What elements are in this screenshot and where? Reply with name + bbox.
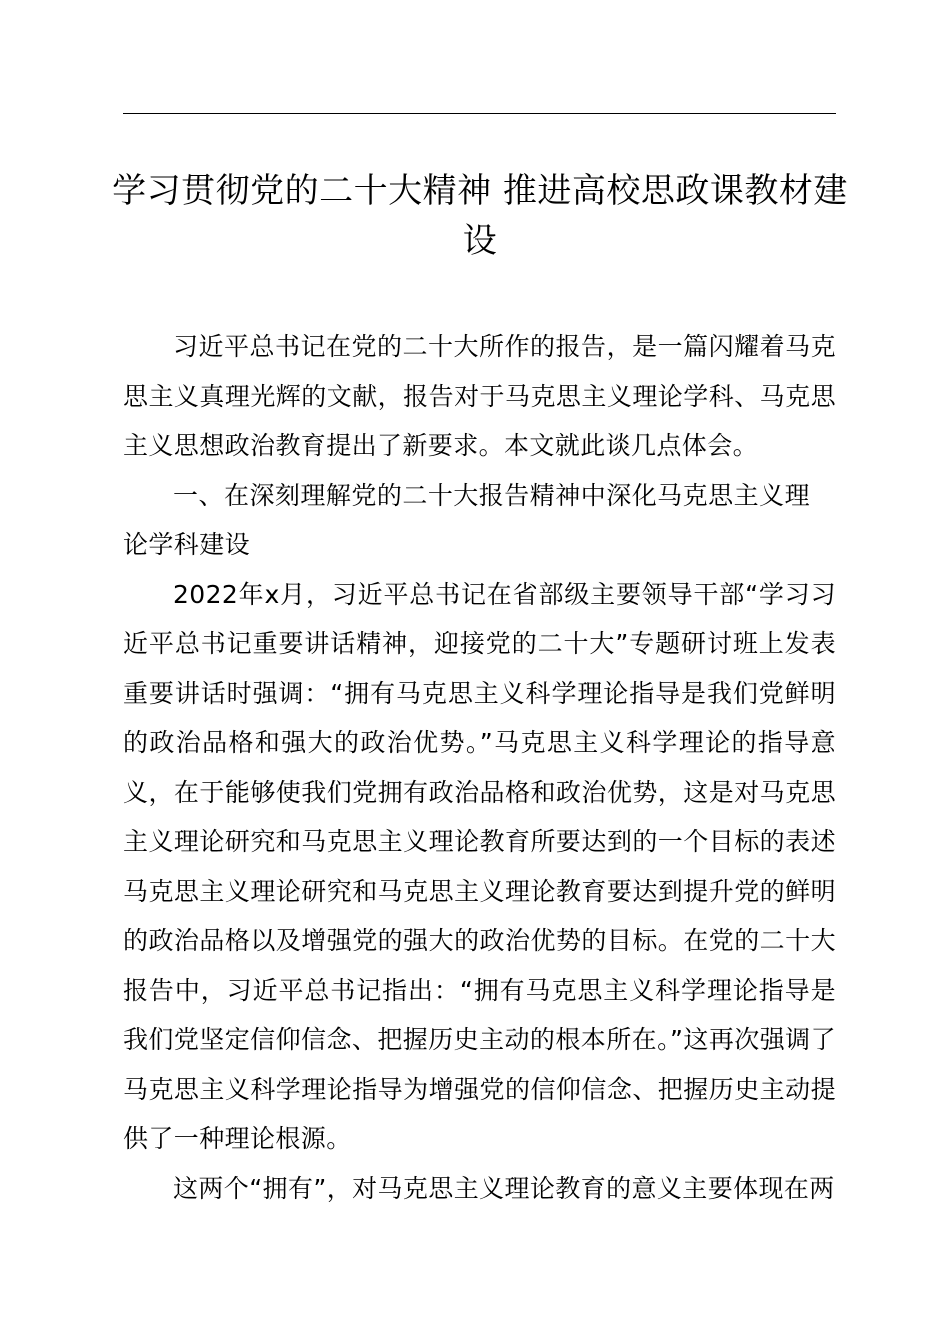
paragraph-2022-speech: 2022年x月，习近平总书记在省部级主要领导干部“学习习近平总书记重要讲话精神，迎接党的二十大”专题研讨班上发表重要讲话时强调：“拥有马克思主义科学理论指导是我们党鲜明的政治品格和强大的政治优势。”马克思主义科学理论的指导意义，在于能够使我们党拥有政治品格和政治优势，这是对马克思主义理论研究和马克思主义理论教育所要达到的一个目标的表述马克思主义理论研究和马克思主义理论教育要达到提升党的鲜明的政治品格以及增强党的强大的政治优势的目标。在党的二十大报告中，习近平总书记指出：“拥有马克思主义科学理论指导是我们党坚定信仰信念、把握历史主动的根本所在。”这再次强调了马克思主义科学理论指导为增强党的信仰信念、把握历史主动提供了一种理论根源。 — [123, 579, 836, 1153]
document-body — [123, 322, 836, 1213]
paragraph-two-haves: 这两个“拥有”，对马克思主义理论教育的意义主要体现在两 — [173, 1173, 835, 1203]
section-heading-1: 一、在深刻理解党的二十大报告精神中深化马克思主义理论学科建设 — [123, 480, 810, 559]
paragraph-intro: 习近平总书记在党的二十大所作的报告，是一篇闪耀着马克思主义真理光辉的文献，报告对于马克思主义理论学科、马克思主义思想政治教育提出了新要求。本文就此谈几点体会。 — [123, 332, 836, 460]
document-title: 学习贯彻党的二十大精神 推进高校思政课教材建设 — [112, 171, 848, 261]
header-rule — [123, 113, 836, 114]
